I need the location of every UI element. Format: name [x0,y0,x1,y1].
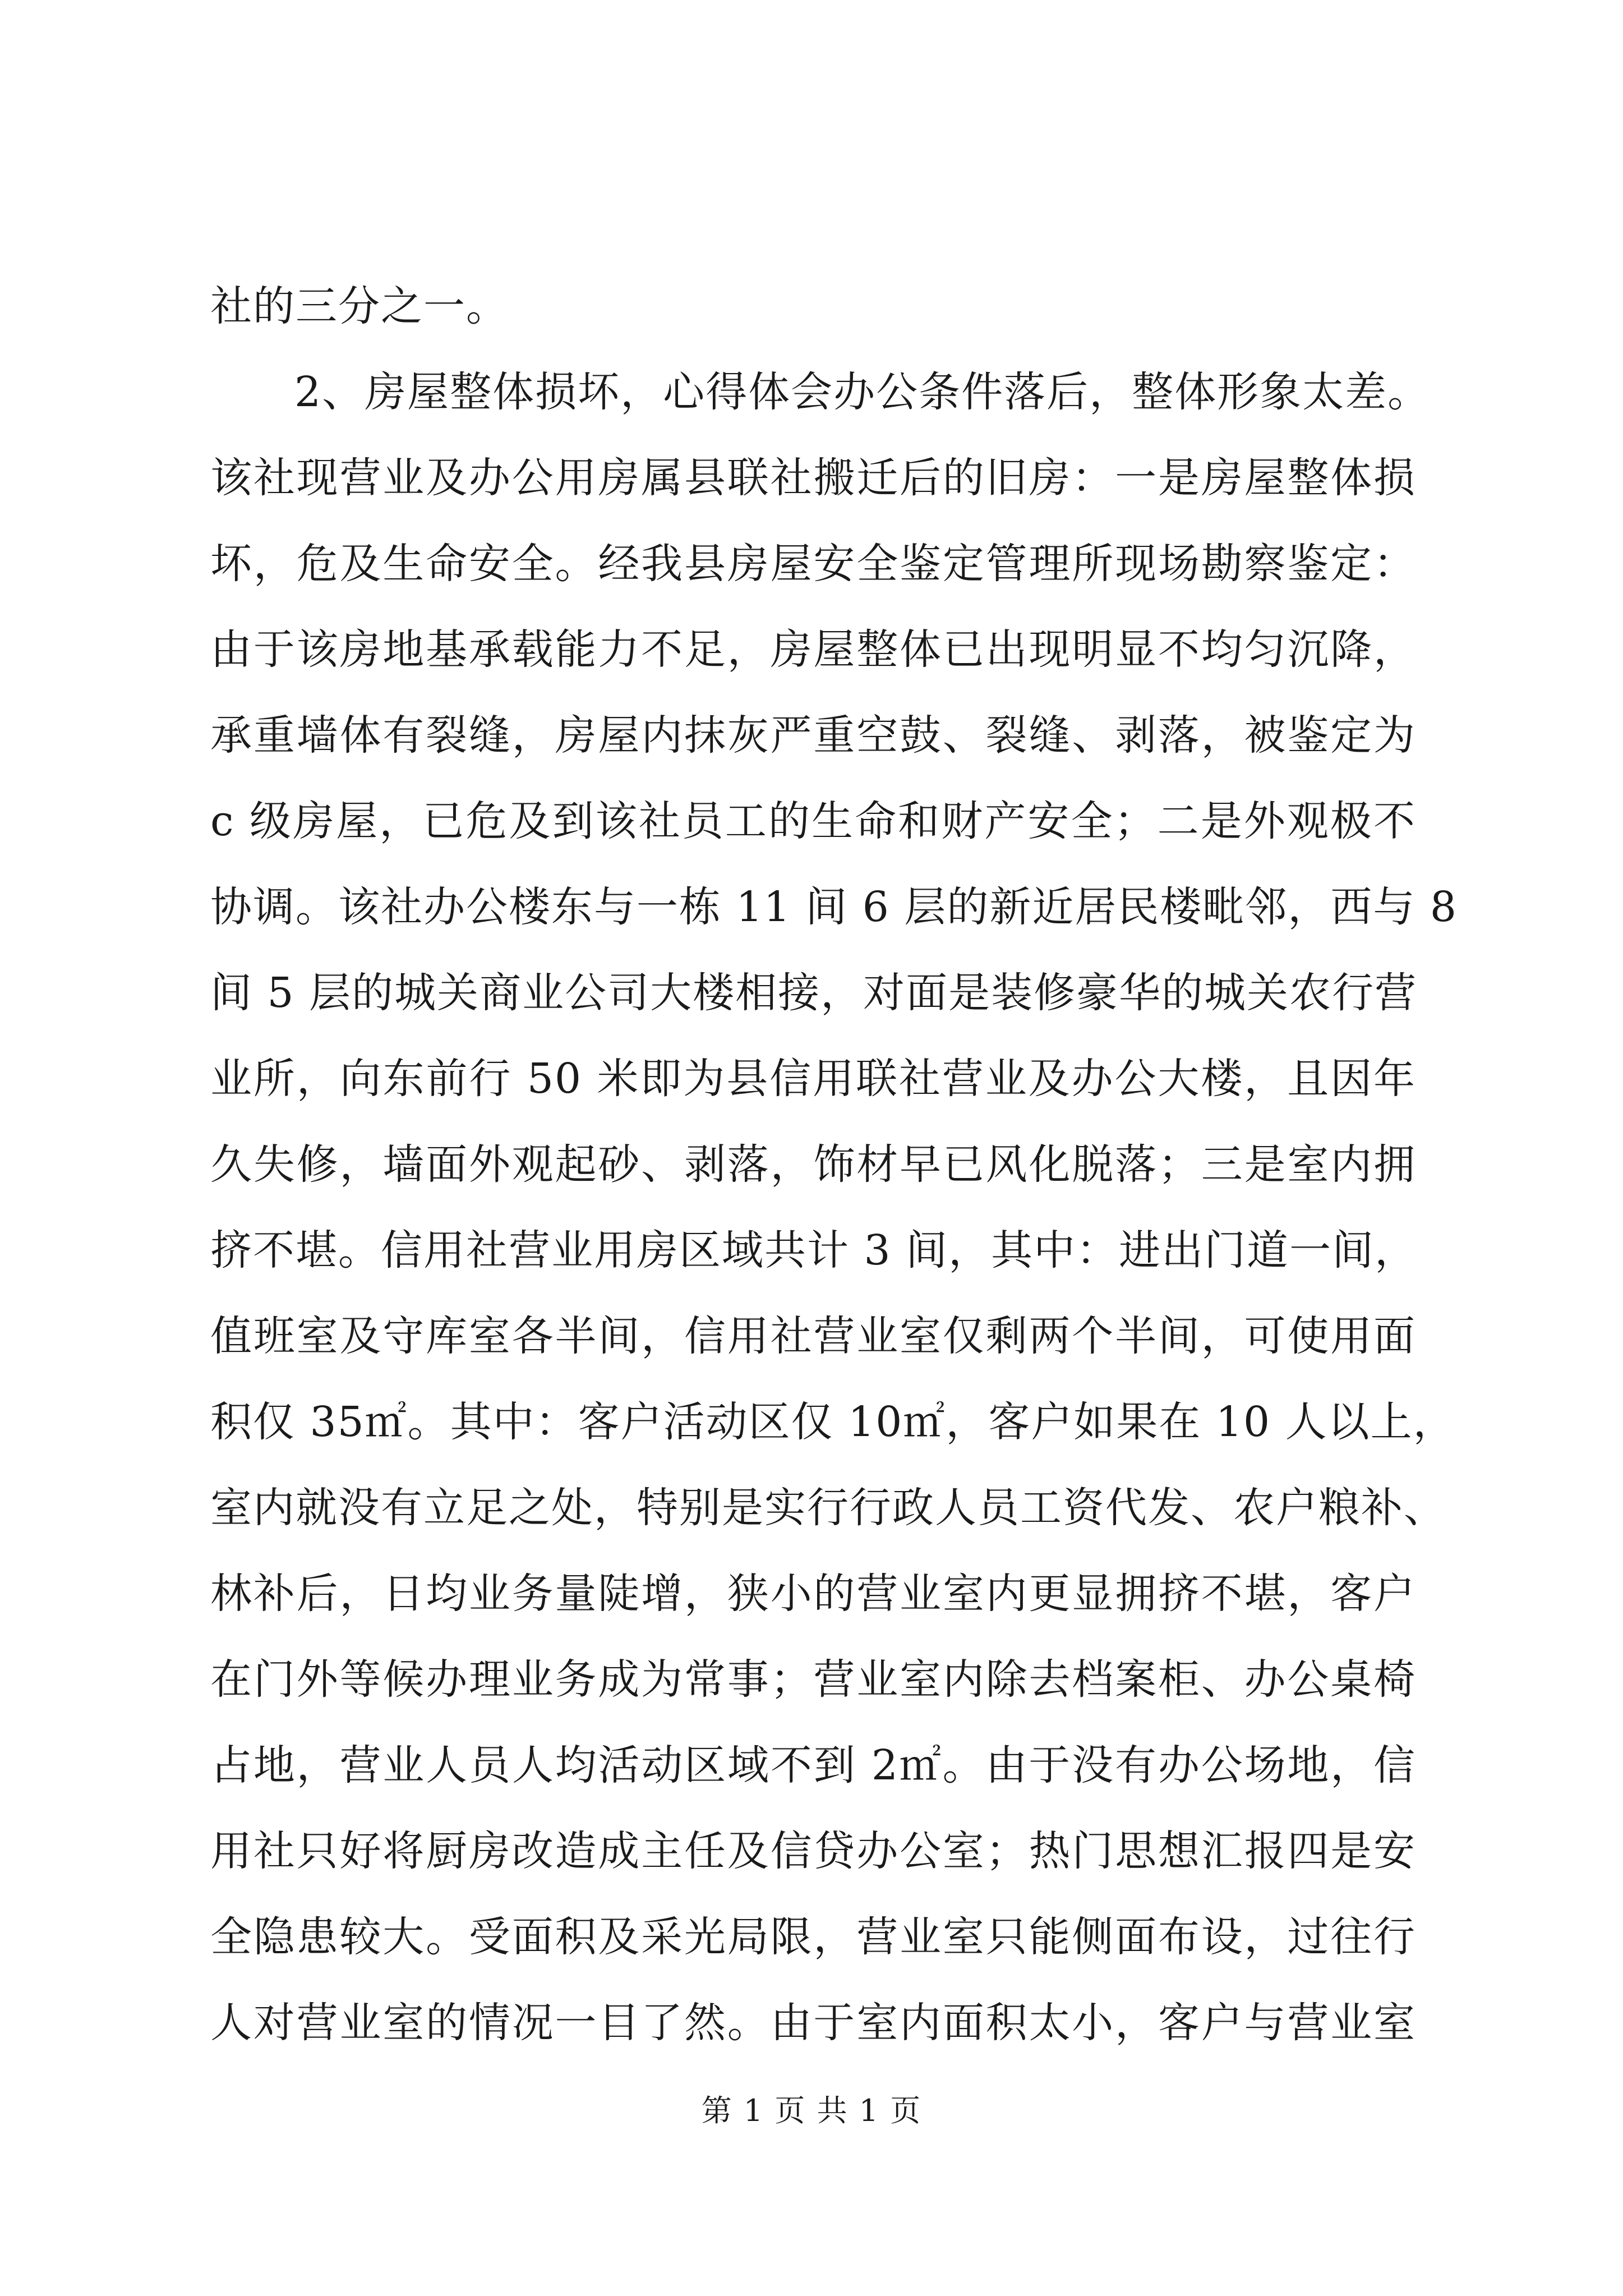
text-line: 林补后，日均业务量陡增，狭小的营业室内更显拥挤不堪，客户 [210,1570,1416,1618]
text-line: 占地，营业人员人均活动区域不到 2㎡。由于没有办公场地，信 [210,1741,1416,1789]
text-line: 用社只好将厨房改造成主任及信贷办公室；热门思想汇报四是安 [210,1827,1416,1875]
page-number-label: 第 1 页 共 1 页 [701,2093,922,2128]
text-line: 由于该房地基承载能力不足，房屋整体已出现明显不均匀沉降， [210,625,1416,674]
text-line: 值班室及守库室各半间，信用社营业室仅剩两个半间，可使用面 [210,1312,1416,1360]
text-line: 业所，向东前行 50 米即为县信用联社营业及办公大楼，且因年 [210,1055,1416,1103]
body-text [210,264,1458,2066]
text-line: 承重墙体有裂缝，房屋内抹灰严重空鼓、裂缝、剥落，被鉴定为 [210,711,1416,760]
text-line: 间 5 层的城关商业公司大楼相接，对面是装修豪华的城关农行营 [210,969,1418,1017]
text-line: c 级房屋，已危及到该社员工的生命和财产安全；二是外观极不 [210,797,1416,845]
text-line: 人对营业室的情况一目了然。由于室内面积太小，客户与营业室 [210,1999,1416,2047]
text-line: 该社现营业及办公用房属县联社搬迁后的旧房：一是房屋整体损 [210,454,1416,502]
text-line: 在门外等候办理业务成为常事；营业室内除去档案柜、办公桌椅 [210,1655,1416,1704]
text-line: 全隐患较大。受面积及采光局限，营业室只能侧面布设，过往行 [210,1913,1416,1961]
text-line: 久失修，墙面外观起砂、剥落，饰材早已风化脱落；三是室内拥 [210,1140,1416,1189]
text-line: 室内就没有立足之处，特别是实行行政人员工资代发、农户粮补、 [210,1484,1446,1532]
text-line: 社的三分之一。 [210,282,509,330]
text-line: 协调。该社办公楼东与一栋 11 间 6 层的新近居民楼毗邻，西与 8 [210,883,1458,931]
text-line: 2、房屋整体损坏，心得体会办公条件落后，整体形象太差。 [294,368,1431,416]
text-line: 坏，危及生命安全。经我县房屋安全鉴定管理所现场勘察鉴定： [210,540,1416,588]
text-line: 挤不堪。信用社营业用房区域共计 3 间，其中：进出门道一间， [210,1226,1418,1274]
page-footer [0,2087,1623,2130]
text-line: 积仅 35㎡。其中：客户活动区仅 10㎡，客户如果在 10 人以上， [210,1398,1456,1446]
